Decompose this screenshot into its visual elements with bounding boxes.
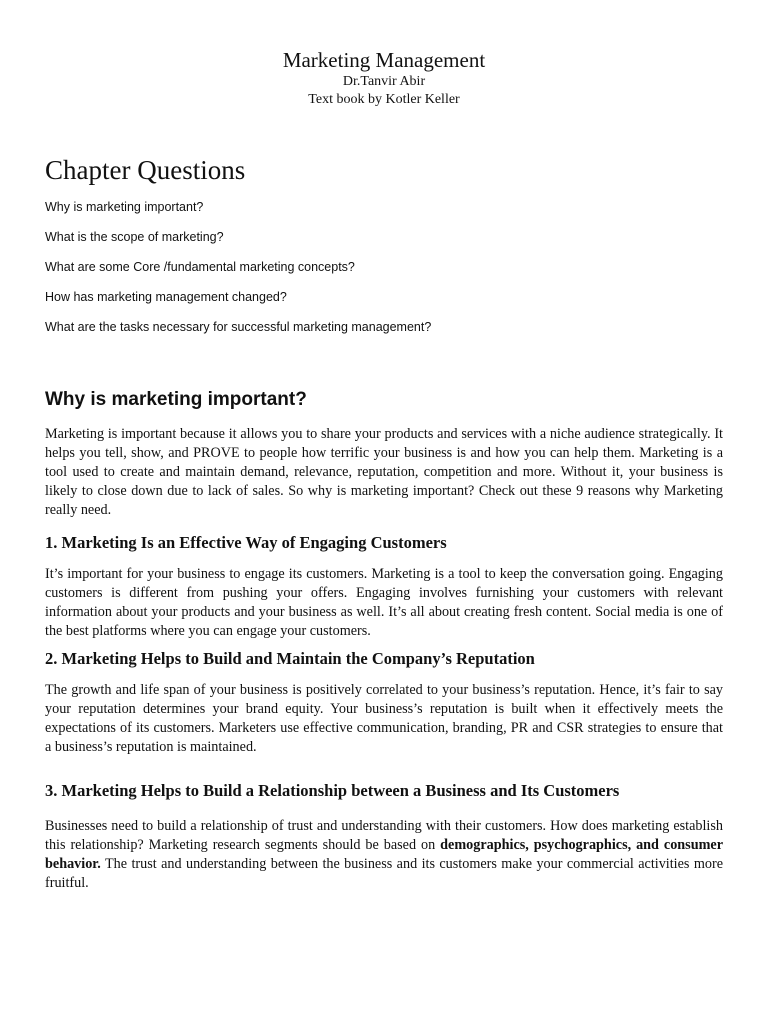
question-item: How has marketing management changed? <box>45 290 287 304</box>
reason-2-heading: 2. Marketing Helps to Build and Maintain the Company’s Reputation <box>45 649 535 668</box>
reason-2-body: The growth and life span of your business is positively correlated to your business’s reputation. Hence, it’s fair to say your reputation determines your brand equity. Your business’s reputation is built when it effectively meets the expectations of its customers. Marketers use effective communication, branding, PR and CSR strategies to ensure that a business’s reputation is maintained. <box>45 682 723 755</box>
question-item: What is the scope of marketing? <box>45 230 224 244</box>
chapter-questions-list <box>45 198 431 348</box>
question-item: What are the tasks necessary for successful marketing management? <box>45 320 432 334</box>
textbook-reference: Text book by Kotler Keller <box>308 92 460 107</box>
chapter-title: Chapter Questions <box>45 155 246 185</box>
question-item: Why is marketing important? <box>45 200 204 214</box>
reason-1-heading: 1. Marketing Is an Effective Way of Engaging Customers <box>45 533 447 552</box>
reason-3-body <box>45 817 723 893</box>
reason-3-emphasis: demographics, psychographics, and consumer behavior. <box>45 837 723 872</box>
reason-3-body-text-end: The trust and understanding between the business and its customers make your commercial activities more fruitful. <box>45 856 723 891</box>
document-title: Marketing Management <box>282 48 486 72</box>
section-heading: Why is marketing important? <box>45 389 307 410</box>
intro-paragraph: Marketing is important because it allows you to share your products and services with a niche audience strategically. It helps you tell, show, and PROVE to people how terrific your business is and how you can help them. Marketing is a tool used to create and maintain demand, relevance, reputation, competition and more. Without it, your business is likely to close down due to lack of sales. So why is marketing important? Check out these 9 reasons why Marketing really need. <box>45 426 723 518</box>
question-item: What are some Core /fundamental marketing concepts? <box>45 260 355 274</box>
reason-3-heading: 3. Marketing Helps to Build a Relationship between a Business and Its Customers <box>45 781 620 800</box>
author-name: Dr.Tanvir Abir <box>342 74 426 89</box>
reason-1-body: It’s important for your business to engage its customers. Marketing is a tool to keep the conversation going. Engaging customers is different from pushing your offers. Engaging involves furnishing your customers with relevant information about your products and your business as well. It’s all about creating fresh content. Social media is one of the best platforms where you can engage your customers. <box>45 566 723 639</box>
reason-3-body-text: Businesses need to build a relationship of trust and understanding with their customers. How does marketing establish this relationship? Marketing research segments should be based on <box>45 818 723 853</box>
document-header <box>0 47 768 109</box>
